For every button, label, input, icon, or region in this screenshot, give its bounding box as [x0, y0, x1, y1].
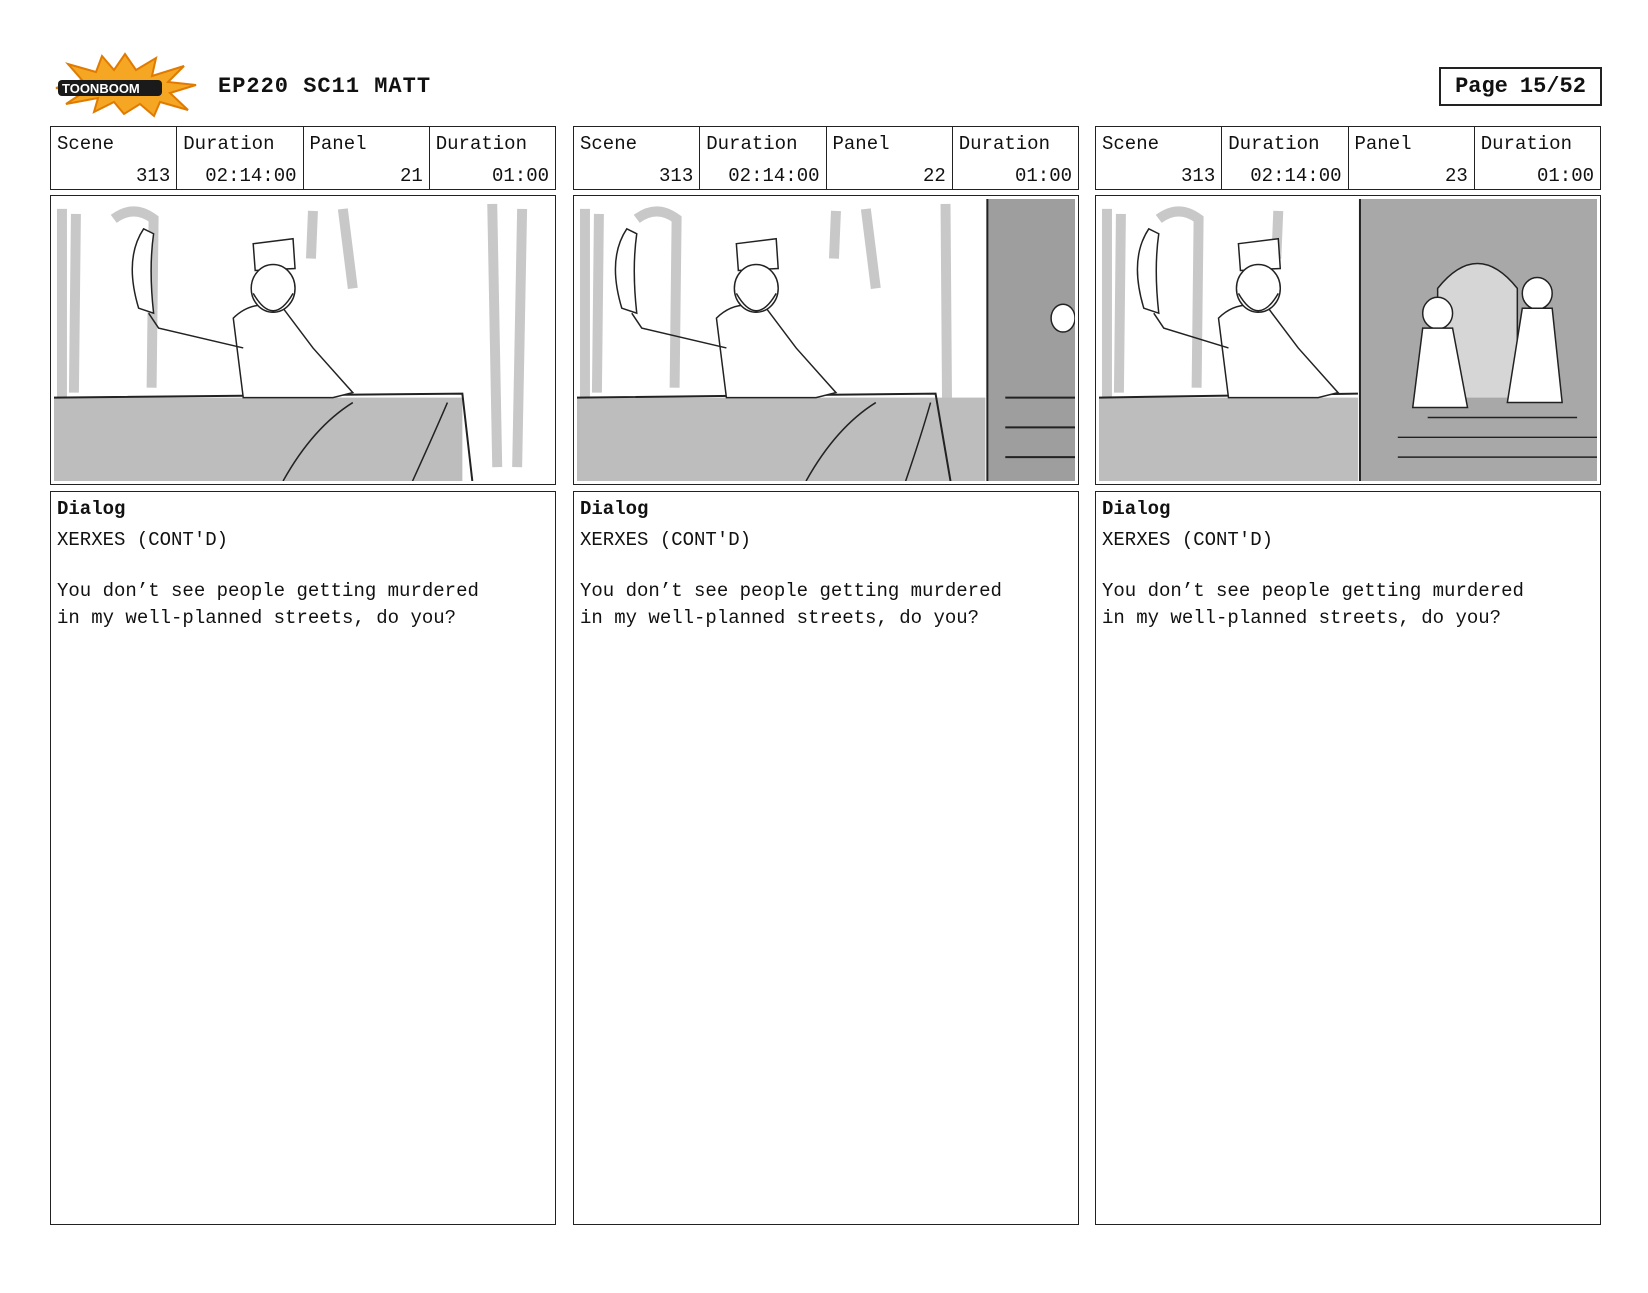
storyboard-frame [1095, 195, 1601, 485]
panel-info-bar [1095, 126, 1601, 190]
panel-value: 21 [399, 165, 423, 187]
storyboard-frame [573, 195, 1079, 485]
dialog-line: You don’t see people getting murdered [580, 580, 1002, 602]
panel-label: Panel [832, 133, 890, 155]
scene-value: 313 [659, 165, 694, 187]
page-label: Page [1455, 74, 1508, 99]
storyboard-sketch [1099, 199, 1597, 481]
scene-value: 313 [136, 165, 171, 187]
duration-label: Duration [1228, 133, 1320, 155]
dialog-line: in my well-planned streets, do you? [580, 607, 980, 629]
page-indicator [1439, 67, 1602, 106]
panel-value: 23 [1444, 165, 1468, 187]
panel-info-bar [50, 126, 556, 190]
panel-duration-value: 01:00 [1014, 165, 1072, 187]
scene-duration-value: 02:14:00 [1250, 165, 1342, 187]
scene-duration-cell [1222, 127, 1348, 189]
dialog-box [1095, 491, 1601, 1225]
scene-label: Scene [57, 133, 115, 155]
scene-duration-value: 02:14:00 [728, 165, 820, 187]
panel-info-bar [573, 126, 1079, 190]
scene-duration-cell [700, 127, 826, 189]
panel-duration-cell [1475, 127, 1600, 189]
dialog-label: Dialog [57, 498, 126, 520]
storyboard-sketch [54, 199, 552, 481]
scene-value: 313 [1181, 165, 1216, 187]
scene-cell [51, 127, 177, 189]
scene-cell [574, 127, 700, 189]
panel-label: Panel [1354, 133, 1412, 155]
dialog-box [50, 491, 556, 1225]
panel-label: Panel [309, 133, 367, 155]
dialog-line: in my well-planned streets, do you? [57, 607, 457, 629]
scene-label: Scene [580, 133, 638, 155]
scene-duration-value: 02:14:00 [205, 165, 297, 187]
panel-value: 22 [922, 165, 946, 187]
panel-duration-cell [430, 127, 555, 189]
panel-column-3 [1095, 126, 1601, 1225]
storyboard-sketch [577, 199, 1075, 481]
duration-label: Duration [958, 133, 1050, 155]
panel-duration-value: 01:00 [1536, 165, 1594, 187]
scene-label: Scene [1102, 133, 1160, 155]
dialog-label: Dialog [1102, 498, 1171, 520]
speaker-name: XERXES (CONT'D) [580, 529, 752, 551]
panel-cell [304, 127, 430, 189]
panel-cell [1349, 127, 1475, 189]
storyboard-frame [50, 195, 556, 485]
duration-label: Duration [183, 133, 275, 155]
document-title: EP220 SC11 MATT [218, 74, 432, 99]
duration-label: Duration [706, 133, 798, 155]
dialog-label: Dialog [580, 498, 649, 520]
scene-cell [1096, 127, 1222, 189]
speaker-name: XERXES (CONT'D) [1102, 529, 1274, 551]
panel-cell [827, 127, 953, 189]
dialog-line: You don’t see people getting murdered [57, 580, 479, 602]
speaker-name: XERXES (CONT'D) [57, 529, 229, 551]
toonboom-logo [52, 52, 198, 118]
panel-duration-cell [953, 127, 1078, 189]
duration-label: Duration [1480, 133, 1572, 155]
panel-column-1 [50, 126, 556, 1225]
scene-duration-cell [177, 127, 303, 189]
duration-label: Duration [435, 133, 527, 155]
panel-duration-value: 01:00 [491, 165, 549, 187]
panel-column-2 [573, 126, 1079, 1225]
dialog-box [573, 491, 1079, 1225]
dialog-line: You don’t see people getting murdered [1102, 580, 1524, 602]
logo-wordmark: TOONBOOM [62, 81, 140, 96]
page-number: 15/52 [1519, 74, 1586, 99]
dialog-line: in my well-planned streets, do you? [1102, 607, 1502, 629]
